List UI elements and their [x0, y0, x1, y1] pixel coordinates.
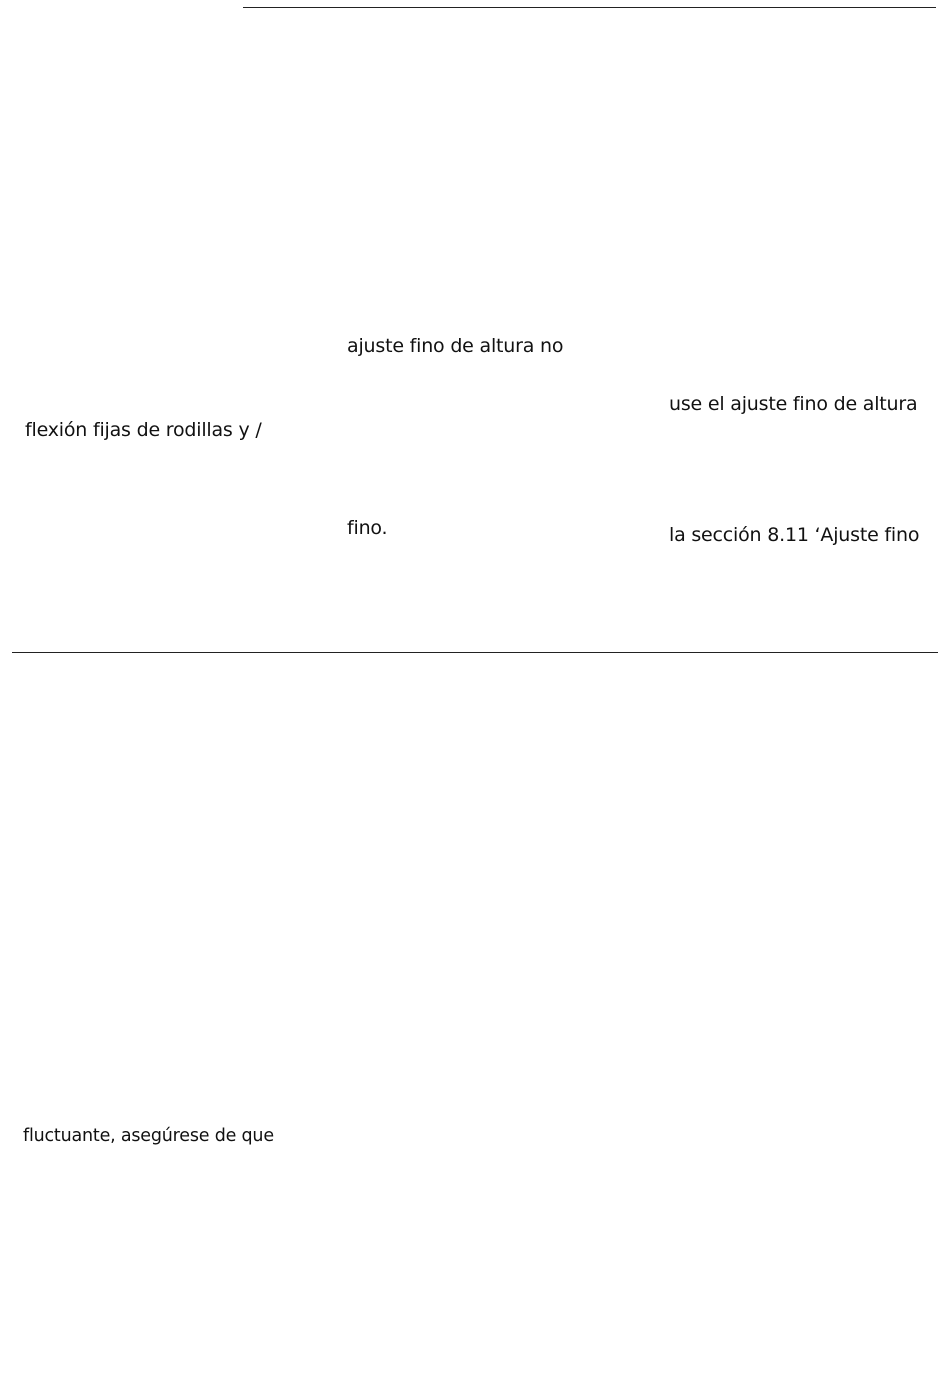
top-divider: [243, 7, 936, 8]
text-fragment-height-fine-adjust: ajuste fino de altura no: [347, 335, 564, 357]
text-fragment-knee-flexion: flexión fijas de rodillas y /: [25, 419, 262, 441]
text-fragment-fluctuating: fluctuante, asegúrese de que: [23, 1126, 274, 1146]
text-fragment-section-reference: la sección 8.11 ‘Ajuste fino: [669, 524, 920, 546]
text-fragment-fino: fino.: [347, 517, 388, 539]
section-divider: [12, 652, 938, 653]
text-fragment-use-fine-adjust: use el ajuste fino de altura: [669, 393, 918, 415]
